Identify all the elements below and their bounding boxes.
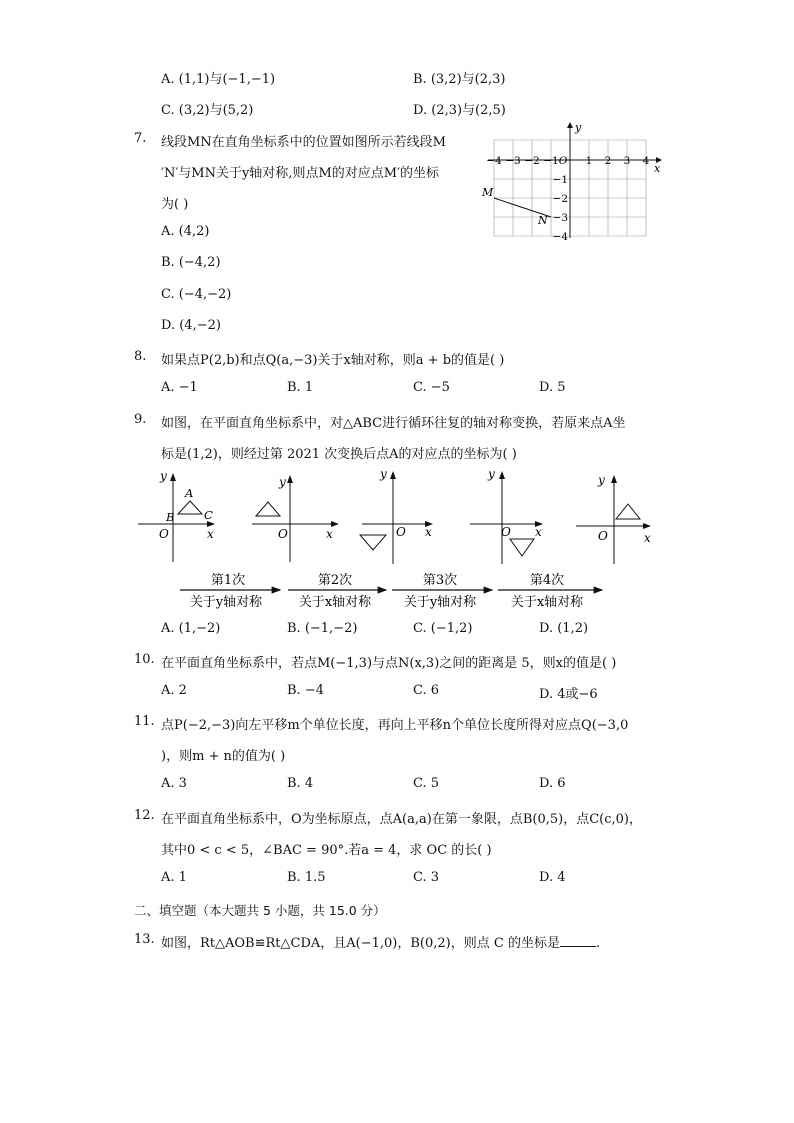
q7-option-c: C. (−4,−2): [161, 287, 232, 302]
q9-p3-x: x: [425, 525, 432, 539]
q12-stem-line1: 在平面直角坐标系中，O为坐标原点，点A(a,a)在第一象限，点B(0,5)，点C(c,0)，: [161, 812, 642, 827]
q10-stem: 在平面直角坐标系中，若点M(−1,3)与点N(x,3)之间的距离是 5，则x的值是( ): [161, 656, 617, 671]
q12-option-a: A. 1: [161, 870, 187, 885]
q7-xtick: 3: [623, 155, 631, 167]
q7-number: 7.: [134, 131, 147, 146]
q8-option-b: B. 1: [287, 380, 314, 395]
q13-answer-blank[interactable]: [560, 934, 596, 947]
q6-option-a: A. (1,1)与(−1,−1): [161, 72, 276, 87]
q9-label-a: A: [185, 486, 194, 500]
q7-xtick: 4: [642, 155, 650, 167]
q10-option-d: D. 4或−6: [539, 687, 598, 702]
q10-number: 10.: [134, 652, 155, 667]
q9-p5-origin: O: [598, 529, 608, 543]
q6-option-b: B. (3,2)与(2,3): [413, 72, 506, 87]
q9-p1-x: x: [207, 527, 214, 541]
q9-triangle-step3: [510, 539, 534, 556]
q9-label-c: C: [204, 508, 213, 522]
q12-number: 12.: [134, 808, 155, 823]
q9-step2-bottom: 关于x轴对称: [298, 595, 372, 610]
q7-xtick: −2: [524, 155, 540, 167]
q9-triangle-original: [178, 501, 202, 514]
q9-number: 9.: [134, 412, 147, 427]
q10-option-b: B. −4: [287, 683, 324, 698]
q9-p1-y: y: [160, 469, 167, 483]
q11-option-d: D. 6: [539, 776, 566, 791]
q9-step3-bottom: 关于y轴对称: [403, 595, 477, 610]
q12-option-d: D. 4: [539, 870, 566, 885]
q9-p5-y: y: [598, 473, 605, 487]
q9-step4-bottom: 关于x轴对称: [510, 595, 584, 610]
q8-option-a: A. −1: [161, 380, 198, 395]
q7-ytick: −4: [552, 231, 568, 242]
q9-step2-top: 第2次: [317, 573, 353, 588]
q7-option-d: D. (4,−2): [161, 318, 221, 333]
q11-option-c: C. 5: [413, 776, 440, 791]
q12-option-b: B. 1.5: [287, 870, 326, 885]
q9-p4-x: x: [535, 525, 542, 539]
q9-triangle-step2: [360, 535, 386, 550]
q7-xtick: 1: [585, 155, 593, 167]
section-2-heading: 二、填空题（本大题共 5 小题，共 15.0 分）: [134, 903, 386, 918]
q9-option-c: C. (−1,2): [413, 621, 473, 636]
q9-option-d: D. (1,2): [539, 621, 589, 636]
q9-p3-y: y: [380, 467, 387, 481]
q7-option-b: B. (−4,2): [161, 255, 221, 270]
q11-option-b: B. 4: [287, 776, 314, 791]
q8-stem: 如果点P(2,b)和点Q(a,−3)关于x轴对称，则a + b的值是( ): [161, 353, 505, 368]
q12-stem-line2: 其中0 < c < 5，∠BAC = 90°.若a = 4，求 OC 的长( ): [161, 843, 492, 858]
q9-triangle-step1: [256, 502, 280, 516]
q7-stem-line3: 为( ): [161, 197, 189, 212]
q9-option-a: A. (1,−2): [161, 621, 221, 636]
q7-xtick: −4: [486, 155, 502, 167]
q13-line: [161, 932, 600, 951]
q7-option-a: A. (4,2): [161, 224, 210, 239]
q10-option-c: C. 6: [413, 683, 440, 698]
q9-p5-x: x: [644, 531, 651, 545]
q7-ytick: −2: [552, 193, 568, 205]
q9-stem-line1: 如图，在平面直角坐标系中，对△ABC进行循环往复的轴对称变换，若原来点A坐: [161, 416, 626, 431]
q11-stem-line2: )，则m + n的值为( ): [161, 749, 286, 764]
q11-stem-line1: 点P(−2,−3)向左平移m个单位长度，再向上平移n个单位长度所得对应点Q(−3,0: [161, 718, 629, 733]
q9-step4-top: 第4次: [529, 573, 565, 588]
q7-xtick: −3: [505, 155, 521, 167]
q7-grid-figure: [478, 120, 668, 242]
q7-point-m: M: [482, 186, 494, 199]
q9-label-b: B: [166, 510, 175, 524]
q7-xtick: −1: [543, 155, 559, 167]
q7-stem-line2: ′N′与MN关于y轴对称,则点M的对应点M′的坐标: [161, 166, 440, 181]
q9-p4-y: y: [488, 467, 495, 481]
q8-number: 8.: [134, 349, 147, 364]
q8-option-d: D. 5: [539, 380, 566, 395]
q7-ytick: −3: [552, 212, 568, 224]
q6-option-d: D. (2,3)与(2,5): [413, 103, 506, 118]
q9-option-b: B. (−1,−2): [287, 621, 358, 636]
q7-origin: O: [558, 155, 568, 167]
q9-p3-origin: O: [396, 525, 406, 539]
q13-tail: .: [595, 936, 601, 951]
q6-option-c: C. (3,2)与(5,2): [161, 103, 254, 118]
q9-p4-origin: O: [501, 525, 511, 539]
q9-step1-bottom: 关于y轴对称: [189, 595, 263, 610]
q9-triangle-step4: [616, 504, 640, 519]
q9-step3-top: 第3次: [422, 573, 458, 588]
q9-p2-x: x: [326, 527, 333, 541]
q13-number: 13.: [134, 932, 155, 947]
q11-number: 11.: [134, 714, 155, 729]
q10-option-a: A. 2: [161, 683, 187, 698]
q13-stem: 如图，Rt△AOB≌Rt△CDA，且A(−1,0)，B(0,2)，则点 C 的坐标是: [161, 936, 560, 951]
q9-p1-origin: O: [159, 527, 169, 541]
q9-stem-line2: 标是(1,2)，则经过第 2021 次变换后点A的对应点的坐标为( ): [161, 447, 517, 462]
q8-option-c: C. −5: [413, 380, 450, 395]
q7-y-label: y: [575, 121, 582, 134]
q7-x-label: x: [654, 162, 661, 175]
q9-step1-top: 第1次: [210, 573, 246, 588]
q9-p2-origin: O: [278, 527, 288, 541]
q12-option-c: C. 3: [413, 870, 440, 885]
q11-option-a: A. 3: [161, 776, 187, 791]
q7-xtick: 2: [604, 155, 612, 167]
q7-stem-line1: 线段MN在直角坐标系中的位置如图所示若线段M: [161, 135, 446, 150]
q7-point-n: N: [538, 214, 548, 227]
q7-ytick: −1: [552, 174, 568, 186]
q9-transform-figure: [130, 466, 660, 612]
q9-p2-y: y: [279, 475, 286, 489]
